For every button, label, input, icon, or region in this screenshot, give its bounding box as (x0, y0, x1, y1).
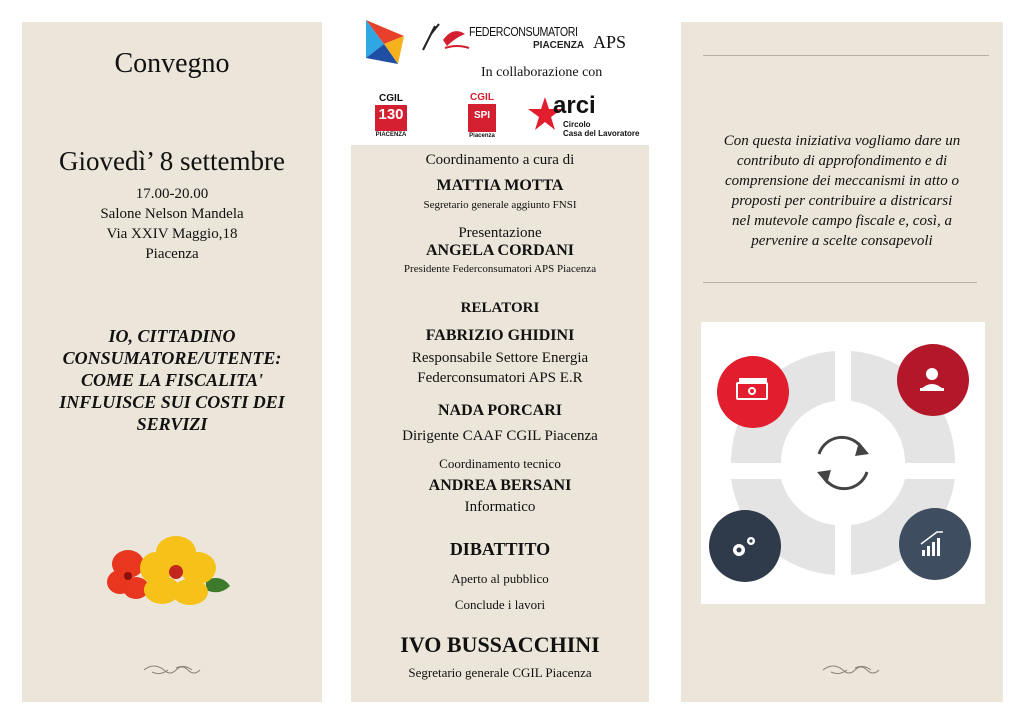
left-panel (22, 22, 322, 702)
pres-label: Presentazione (458, 225, 542, 241)
pres-role: Presidente Federconsumatori APS Piacenza (403, 263, 597, 275)
user-circle (897, 344, 969, 416)
event-title-3: COME LA FISCALITA' (80, 370, 264, 390)
intro-line-6: pervenire a scelte consapevoli (751, 233, 933, 249)
closer-name: IVO BUSSACCHINI (400, 632, 600, 657)
money-circle (717, 356, 789, 428)
event-time: 17.00-20.00 (135, 186, 209, 202)
logo-header (351, 0, 651, 145)
speaker2-role: Dirigente CAAF CGIL Piacenza (402, 428, 598, 444)
cgil130-top: CGIL (379, 93, 403, 104)
coord-label: Coordinamento a cura di (425, 152, 575, 168)
event-title-4: INFLUISCE SUI COSTI DEI (59, 392, 285, 412)
cycle-infographic (701, 322, 985, 604)
intro-line-1: Con questa iniziativa vogliamo dare un (723, 133, 961, 149)
coord-name: MATTIA MOTTA (436, 177, 564, 194)
cgil-spi-mid: SPI (473, 110, 491, 121)
pres-name: ANGELA CORDANI (425, 242, 574, 259)
top-divider (703, 55, 989, 56)
gears-circle (709, 510, 781, 582)
cgil130-num: 130 (378, 106, 404, 123)
closer-role: Segretario generale CGIL Piacenza (408, 665, 592, 680)
dibattito-heading: DIBATTITO (449, 539, 551, 559)
arci-name: arci (553, 92, 596, 119)
middle-panel (351, 145, 649, 702)
event-title-1: IO, CITTADINO (108, 326, 236, 346)
arci-logo (527, 94, 647, 142)
federconsumatori-name: FEDERCONSUMATORI (469, 24, 578, 39)
convegno-heading: Convegno (114, 48, 230, 79)
open-label: Aperto al pubblico (451, 571, 549, 586)
mid-divider (703, 282, 977, 283)
federconsumatori-city: PIACENZA (533, 40, 585, 51)
event-city: Piacenza (145, 246, 199, 262)
intro-line-4: proposti per contribuire a districarsi (731, 193, 953, 209)
event-date: Giovedì’ 8 settembre (59, 146, 285, 176)
speaker1-role1: Responsabile Settore Energia (411, 350, 589, 366)
tech-role: Informatico (464, 499, 536, 515)
aps-label: APS (593, 32, 627, 52)
closes-label: Conclude i lavori (454, 597, 546, 612)
tech-label: Coordinamento tecnico (439, 456, 561, 471)
tech-name: ANDREA BERSANI (428, 477, 572, 494)
speaker1-role2: Federconsumatori APS E.R (417, 370, 583, 386)
triangle-logo (364, 18, 406, 66)
event-venue: Salone Nelson Mandela (100, 206, 244, 222)
federconsumatori-bird-logo (421, 20, 471, 54)
cgil-spi-city: Piacenza (469, 133, 495, 139)
intro-line-2: contributo di approfondimento e di (736, 153, 948, 169)
collab-label: In collaborazione con (481, 65, 603, 80)
right-panel (681, 22, 1003, 702)
event-title-5: SERVIZI (136, 414, 208, 434)
intro-line-5: nel mutevole campo fiscale e, così, a (732, 213, 952, 229)
cgil130-city: PIACENZA (375, 132, 407, 138)
intro-line-3: comprensione dei meccanismi in atto o (725, 173, 959, 189)
cgil-spi-logo (465, 92, 499, 142)
speaker2-name: NADA PORCARI (438, 402, 562, 419)
cgil-spi-top: CGIL (470, 92, 494, 103)
arci-casa: Casa del Lavoratore (563, 129, 640, 138)
relatori-heading: RELATORI (460, 300, 540, 316)
flourish-ornament (142, 662, 202, 678)
coord-role: Segretario generale aggiunto FNSI (423, 199, 577, 211)
event-title-2: CONSUMATORE/UTENTE: (62, 348, 282, 368)
flourish-ornament-right (821, 662, 881, 678)
event-street: Via XXIV Maggio,18 (106, 226, 238, 242)
arci-circolo: Circolo (563, 120, 591, 129)
speaker1-name: FABRIZIO GHIDINI (425, 327, 575, 344)
hibiscus-flower-image (106, 530, 236, 606)
cgil130-logo (373, 93, 409, 141)
